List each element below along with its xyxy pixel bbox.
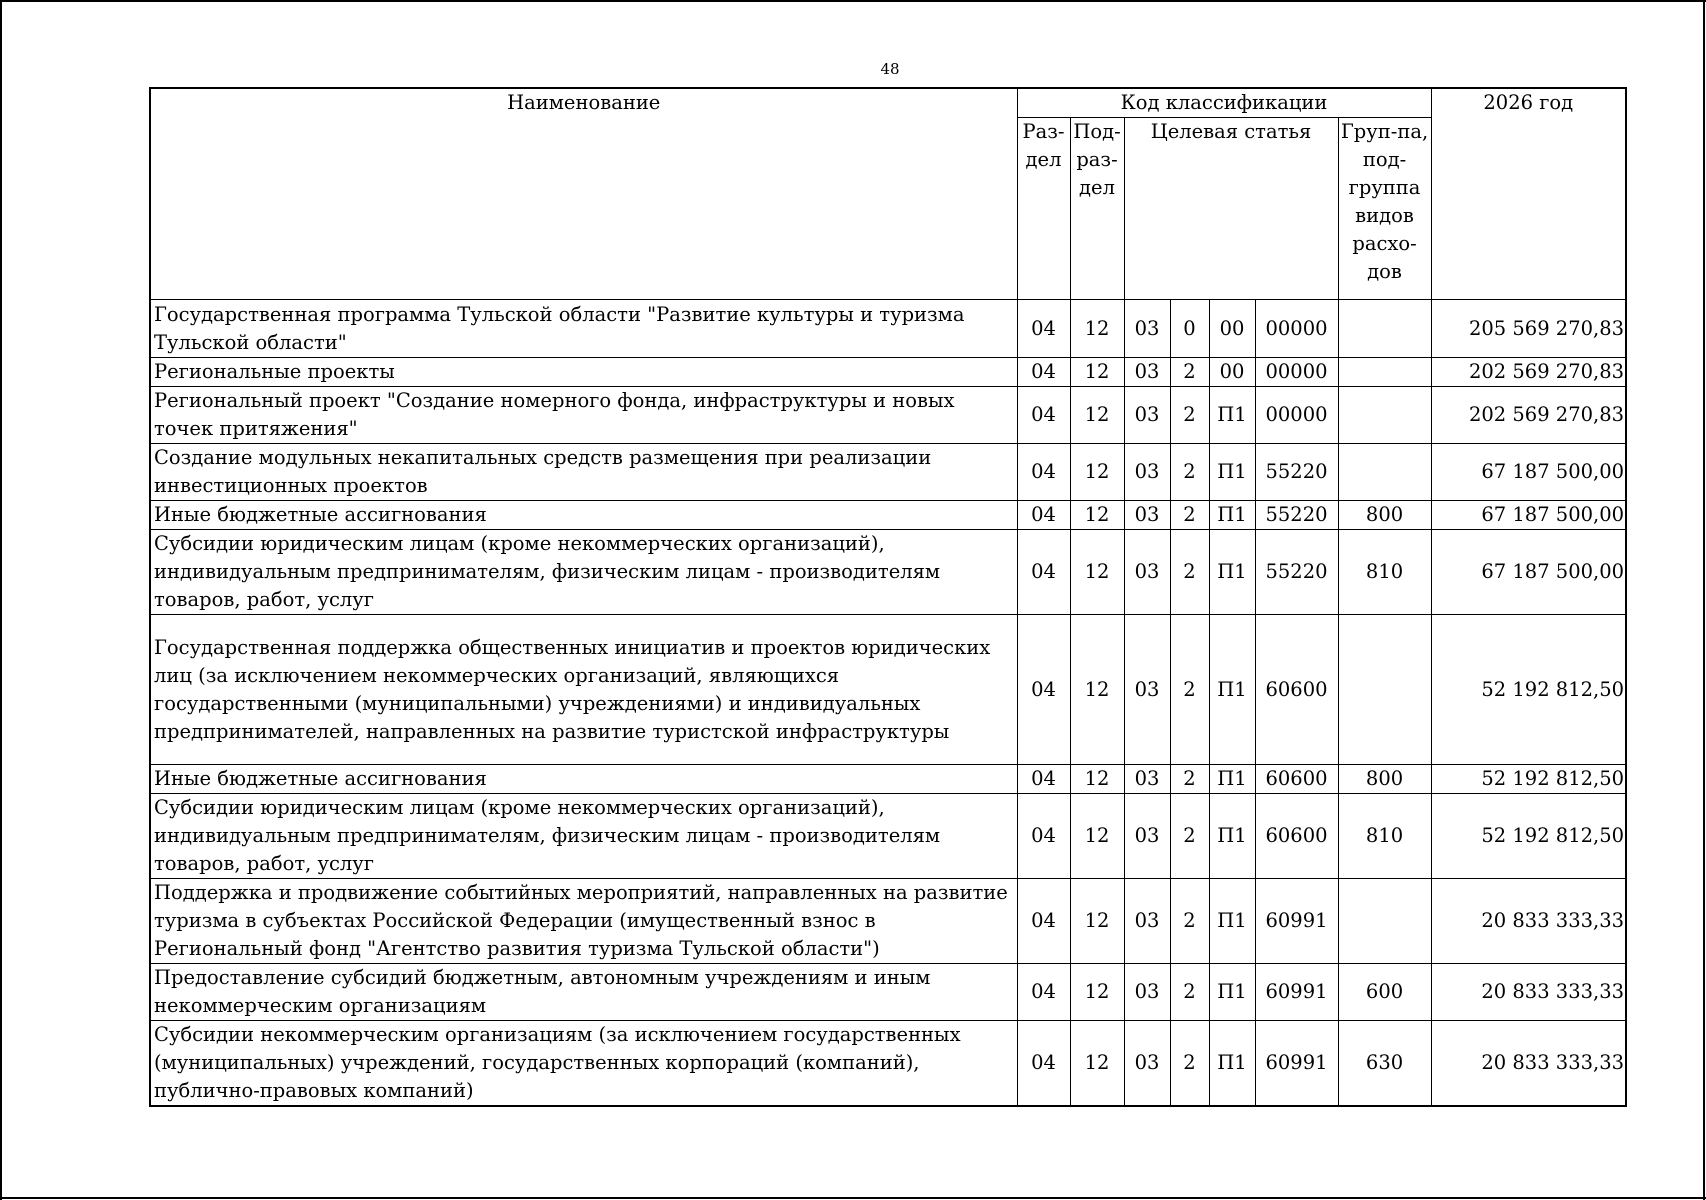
page-frame-left xyxy=(0,0,2,1200)
table-row xyxy=(150,358,1626,387)
row-target-direction: 55220 xyxy=(1255,444,1338,501)
row-razdel: 04 xyxy=(1017,387,1070,444)
row-target-type: 2 xyxy=(1170,358,1209,387)
row-target-type: 2 xyxy=(1170,444,1209,501)
budget-table xyxy=(149,87,1627,1107)
row-podrazdel: 12 xyxy=(1070,794,1124,879)
table-row xyxy=(150,879,1626,964)
header-target: Целевая статья xyxy=(1124,118,1338,300)
header-podrazdel: Под-раз-дел xyxy=(1070,118,1124,300)
header-classification: Код классификации xyxy=(1017,88,1431,118)
header-group: Груп-па, под-группа видов расхо-дов xyxy=(1338,118,1431,300)
table-row xyxy=(150,387,1626,444)
row-expense-group: 630 xyxy=(1338,1021,1431,1107)
row-target-type: 2 xyxy=(1170,615,1209,765)
row-target-project: П1 xyxy=(1209,879,1255,964)
row-name: Создание модульных некапитальных средств размещения при реализации инвестиционных проектов xyxy=(150,444,1017,501)
row-razdel: 04 xyxy=(1017,1021,1070,1107)
row-expense-group: 810 xyxy=(1338,530,1431,615)
row-target-type: 2 xyxy=(1170,964,1209,1021)
table-row xyxy=(150,444,1626,501)
page-number: 48 xyxy=(880,60,900,78)
row-amount: 205 569 270,83 xyxy=(1431,300,1626,358)
row-podrazdel: 12 xyxy=(1070,501,1124,530)
row-target-program: 03 xyxy=(1124,300,1170,358)
row-target-program: 03 xyxy=(1124,615,1170,765)
row-razdel: 04 xyxy=(1017,444,1070,501)
row-target-project: П1 xyxy=(1209,530,1255,615)
row-target-project: П1 xyxy=(1209,964,1255,1021)
row-name: Государственная программа Тульской области "Развитие культуры и туризма Тульской области" xyxy=(150,300,1017,358)
row-podrazdel: 12 xyxy=(1070,765,1124,794)
row-target-project: П1 xyxy=(1209,765,1255,794)
row-target-type: 2 xyxy=(1170,879,1209,964)
row-target-program: 03 xyxy=(1124,530,1170,615)
table-row xyxy=(150,765,1626,794)
header-year: 2026 год xyxy=(1431,88,1626,300)
row-expense-group: 800 xyxy=(1338,765,1431,794)
row-podrazdel: 12 xyxy=(1070,530,1124,615)
row-name: Иные бюджетные ассигнования xyxy=(150,765,1017,794)
row-podrazdel: 12 xyxy=(1070,300,1124,358)
row-name: Субсидии юридическим лицам (кроме некоммерческих организаций), индивидуальным предпринимателям, физическим лицам - производителям товаров, работ, услуг xyxy=(150,794,1017,879)
row-podrazdel: 12 xyxy=(1070,1021,1124,1107)
row-target-project: П1 xyxy=(1209,501,1255,530)
table-row xyxy=(150,530,1626,615)
table-header xyxy=(150,88,1626,300)
row-target-project: 00 xyxy=(1209,300,1255,358)
row-expense-group: 800 xyxy=(1338,501,1431,530)
row-target-type: 2 xyxy=(1170,794,1209,879)
row-amount: 67 187 500,00 xyxy=(1431,530,1626,615)
row-podrazdel: 12 xyxy=(1070,387,1124,444)
table-row xyxy=(150,794,1626,879)
row-target-type: 2 xyxy=(1170,1021,1209,1107)
row-podrazdel: 12 xyxy=(1070,879,1124,964)
row-amount: 52 192 812,50 xyxy=(1431,615,1626,765)
row-target-project: П1 xyxy=(1209,794,1255,879)
row-target-program: 03 xyxy=(1124,444,1170,501)
row-name: Региональный проект "Создание номерного фонда, инфраструктуры и новых точек притяжения" xyxy=(150,387,1017,444)
row-target-project: 00 xyxy=(1209,358,1255,387)
row-razdel: 04 xyxy=(1017,501,1070,530)
row-target-program: 03 xyxy=(1124,765,1170,794)
row-razdel: 04 xyxy=(1017,964,1070,1021)
page-frame-right xyxy=(1703,0,1705,1200)
row-amount: 20 833 333,33 xyxy=(1431,879,1626,964)
row-target-program: 03 xyxy=(1124,358,1170,387)
row-target-direction: 60600 xyxy=(1255,794,1338,879)
table-row xyxy=(150,615,1626,765)
row-amount: 52 192 812,50 xyxy=(1431,794,1626,879)
row-target-type: 0 xyxy=(1170,300,1209,358)
row-target-type: 2 xyxy=(1170,387,1209,444)
row-podrazdel: 12 xyxy=(1070,444,1124,501)
row-target-program: 03 xyxy=(1124,794,1170,879)
table-row xyxy=(150,1021,1626,1107)
table-body xyxy=(150,300,1626,1107)
row-name: Государственная поддержка общественных инициатив и проектов юридических лиц (за исключением некоммерческих организаций, являющихся государственными (муниципальными) учреждениями) и индивидуальных предпринимателей, направленных на развитие туристской инфраструктуры xyxy=(150,615,1017,765)
header-razdel: Раз-дел xyxy=(1017,118,1070,300)
row-target-type: 2 xyxy=(1170,765,1209,794)
row-name: Иные бюджетные ассигнования xyxy=(150,501,1017,530)
row-amount: 20 833 333,33 xyxy=(1431,1021,1626,1107)
row-amount: 20 833 333,33 xyxy=(1431,964,1626,1021)
row-razdel: 04 xyxy=(1017,358,1070,387)
row-amount: 202 569 270,83 xyxy=(1431,358,1626,387)
row-target-project: П1 xyxy=(1209,387,1255,444)
row-expense-group xyxy=(1338,358,1431,387)
header-name: Наименование xyxy=(150,88,1017,300)
row-target-type: 2 xyxy=(1170,530,1209,615)
row-target-type: 2 xyxy=(1170,501,1209,530)
row-target-direction: 60991 xyxy=(1255,879,1338,964)
page-frame-bottom xyxy=(0,1197,1706,1199)
row-name: Региональные проекты xyxy=(150,358,1017,387)
row-target-program: 03 xyxy=(1124,964,1170,1021)
row-target-direction: 60600 xyxy=(1255,615,1338,765)
row-target-project: П1 xyxy=(1209,615,1255,765)
row-razdel: 04 xyxy=(1017,615,1070,765)
row-target-direction: 00000 xyxy=(1255,300,1338,358)
row-target-direction: 60600 xyxy=(1255,765,1338,794)
row-target-direction: 00000 xyxy=(1255,358,1338,387)
page-frame-top xyxy=(0,0,1706,2)
row-expense-group xyxy=(1338,387,1431,444)
row-target-program: 03 xyxy=(1124,879,1170,964)
row-target-program: 03 xyxy=(1124,501,1170,530)
row-amount: 202 569 270,83 xyxy=(1431,387,1626,444)
row-expense-group xyxy=(1338,879,1431,964)
row-podrazdel: 12 xyxy=(1070,358,1124,387)
table-row xyxy=(150,501,1626,530)
row-target-project: П1 xyxy=(1209,444,1255,501)
row-target-project: П1 xyxy=(1209,1021,1255,1107)
row-target-program: 03 xyxy=(1124,1021,1170,1107)
row-podrazdel: 12 xyxy=(1070,964,1124,1021)
row-razdel: 04 xyxy=(1017,879,1070,964)
row-amount: 67 187 500,00 xyxy=(1431,501,1626,530)
table-row xyxy=(150,300,1626,358)
row-expense-group xyxy=(1338,444,1431,501)
row-razdel: 04 xyxy=(1017,794,1070,879)
row-podrazdel: 12 xyxy=(1070,615,1124,765)
row-target-direction: 00000 xyxy=(1255,387,1338,444)
row-amount: 67 187 500,00 xyxy=(1431,444,1626,501)
row-name: Субсидии некоммерческим организациям (за исключением государственных (муниципальных) учреждений, государственных корпораций (компаний), публично-правовых компаний) xyxy=(150,1021,1017,1107)
row-target-direction: 60991 xyxy=(1255,964,1338,1021)
row-target-direction: 55220 xyxy=(1255,530,1338,615)
row-name: Предоставление субсидий бюджетным, автономным учреждениям и иным некоммерческим организациям xyxy=(150,964,1017,1021)
row-expense-group: 600 xyxy=(1338,964,1431,1021)
row-target-direction: 60991 xyxy=(1255,1021,1338,1107)
table-row xyxy=(150,964,1626,1021)
row-razdel: 04 xyxy=(1017,765,1070,794)
row-amount: 52 192 812,50 xyxy=(1431,765,1626,794)
row-name: Поддержка и продвижение событийных мероприятий, направленных на развитие туризма в субъектах Российской Федерации (имущественный взнос в Региональный фонд "Агентство развития туризма Тульской области") xyxy=(150,879,1017,964)
row-name: Субсидии юридическим лицам (кроме некоммерческих организаций), индивидуальным предпринимателям, физическим лицам - производителям товаров, работ, услуг xyxy=(150,530,1017,615)
row-expense-group xyxy=(1338,300,1431,358)
row-expense-group xyxy=(1338,615,1431,765)
row-expense-group: 810 xyxy=(1338,794,1431,879)
row-target-direction: 55220 xyxy=(1255,501,1338,530)
row-razdel: 04 xyxy=(1017,530,1070,615)
row-target-program: 03 xyxy=(1124,387,1170,444)
row-razdel: 04 xyxy=(1017,300,1070,358)
